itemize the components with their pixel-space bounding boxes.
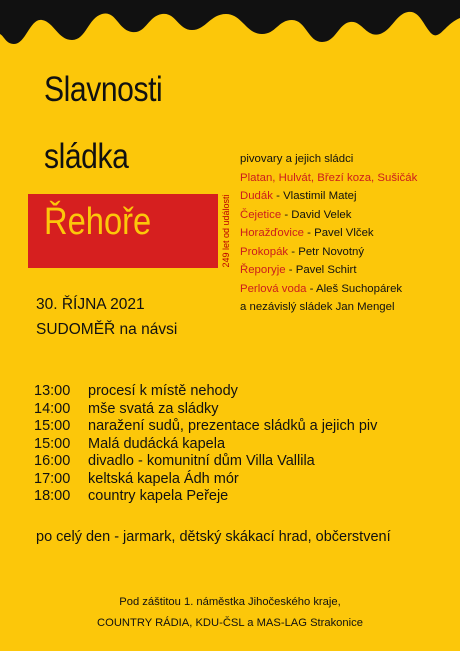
schedule-row bbox=[34, 488, 377, 506]
schedule-row bbox=[34, 418, 377, 436]
brewery-row bbox=[240, 206, 417, 225]
separator: - bbox=[306, 282, 316, 295]
brewery-row bbox=[240, 280, 417, 299]
brewery-row bbox=[240, 187, 417, 206]
footer-line-2: COUNTRY RÁDIA, KDU-ČSL a MAS-LAG Strakonice bbox=[97, 617, 363, 629]
schedule-time: 16:00 bbox=[34, 453, 71, 469]
title-line-3: Řehoře bbox=[44, 201, 152, 243]
schedule-activity: naražení sudů, prezentace sládků a jejich piv bbox=[88, 418, 378, 434]
vertical-anniversary-note: 249 let od události bbox=[221, 194, 231, 268]
schedule-time: 15:00 bbox=[34, 418, 71, 434]
schedule-list bbox=[34, 383, 377, 506]
brewery-name: Horažďovice bbox=[240, 227, 304, 239]
schedule-row bbox=[34, 401, 377, 419]
brewery-row bbox=[240, 298, 417, 317]
brewery-row bbox=[240, 243, 417, 262]
schedule-activity: Malá dudácká kapela bbox=[88, 435, 226, 452]
schedule-row bbox=[34, 436, 377, 454]
schedule-time: 18:00 bbox=[34, 488, 71, 504]
schedule-activity: country kapela Peřeje bbox=[88, 488, 229, 504]
brewery-note: a nezávislý sládek Jan Mengel bbox=[240, 301, 395, 313]
brewer-name: Pavel Vlček bbox=[314, 227, 374, 239]
brewery-note: pivovary a jejich sládci bbox=[240, 153, 354, 165]
separator: - bbox=[285, 264, 296, 276]
separator: - bbox=[272, 190, 284, 202]
event-place: SUDOMĚŘ na návsi bbox=[36, 321, 178, 338]
schedule-activity: keltská kapela Ádh mór bbox=[88, 470, 239, 487]
brewery-row bbox=[240, 224, 417, 243]
brewery-name: Platan, Hulvát, Březí koza, Sušičák bbox=[240, 171, 418, 184]
all-day-program: po celý den - jarmark, dětský skákací hrad, občerstvení bbox=[36, 529, 391, 545]
dripping-top-decoration bbox=[0, 0, 460, 70]
brewery-name: Prokopák bbox=[240, 245, 289, 258]
patronage-footer bbox=[0, 592, 460, 634]
separator: - bbox=[281, 208, 292, 221]
brewery-row bbox=[240, 150, 417, 169]
brewer-name: Vlastimil Matej bbox=[283, 190, 357, 202]
brewer-name: Petr Novotný bbox=[298, 245, 365, 258]
brewery-name: Dudák bbox=[240, 190, 273, 202]
brewery-row bbox=[240, 169, 417, 188]
schedule-row bbox=[34, 471, 377, 489]
schedule-row bbox=[34, 383, 377, 401]
drip-shape bbox=[0, 0, 460, 44]
title-line-1: Slavnosti bbox=[44, 70, 163, 109]
brewer-name: Aleš Suchopárek bbox=[316, 282, 403, 295]
event-info bbox=[36, 292, 177, 342]
brewery-name: Perlová voda bbox=[240, 282, 307, 295]
brewery-name: Řeporyje bbox=[240, 264, 286, 276]
schedule-time: 14:00 bbox=[34, 400, 71, 417]
schedule-activity: divadlo - komunitní dům Villa Vallila bbox=[88, 453, 315, 469]
separator: - bbox=[288, 245, 299, 258]
brewer-name: Pavel Schirt bbox=[295, 264, 357, 276]
title-line-2: sládka bbox=[44, 137, 129, 176]
schedule-time: 17:00 bbox=[34, 470, 71, 487]
schedule-activity: mše svatá za sládky bbox=[88, 400, 219, 417]
schedule-time: 13:00 bbox=[34, 383, 71, 399]
schedule-time: 15:00 bbox=[34, 435, 71, 452]
brewer-name: David Velek bbox=[291, 208, 352, 221]
schedule-row bbox=[34, 453, 377, 471]
breweries-list bbox=[240, 150, 417, 317]
schedule-activity: procesí k místě nehody bbox=[88, 383, 238, 399]
separator: - bbox=[303, 227, 315, 239]
brewery-row bbox=[240, 261, 417, 280]
brewery-name: Čejetice bbox=[240, 208, 282, 221]
footer-line-1: Pod záštitou 1. náměstka Jihočeského kraje, bbox=[119, 596, 341, 608]
event-date: 30. ŘÍJNA 2021 bbox=[36, 296, 145, 313]
